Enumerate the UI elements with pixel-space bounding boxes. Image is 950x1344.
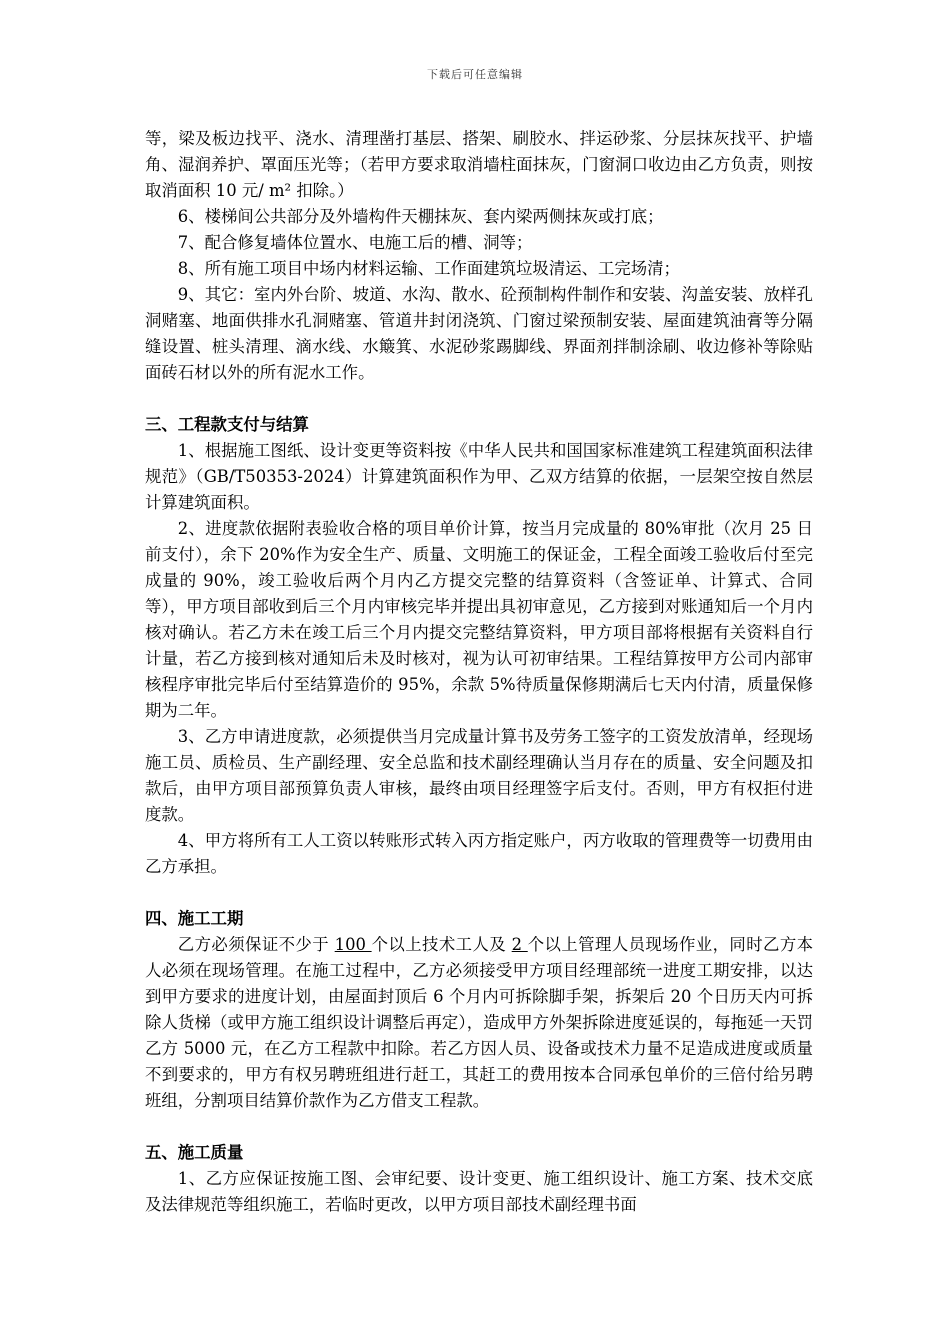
- paragraph-continued: 等，梁及板边找平、浇水、清理凿打基层、搭架、刷胶水、拌运砂浆、分层抹灰找平、护墙角、湿润养护、罩面压光等；（若甲方要求取消墙柱面抹灰，门窗洞口收边由乙方负责，则按取消面积 10 元/ m² 扣除。）: [145, 129, 813, 200]
- paragraph-payment-4: 4、甲方将所有工人工资以转账形式转入丙方指定账户，丙方收取的管理费等一切费用由乙方承担。: [145, 831, 813, 876]
- header-note: 下载后可任意编辑: [427, 68, 523, 81]
- paragraph-payment-3: 3、乙方申请进度款，必须提供当月完成量计算书及劳务工签字的工资发放清单，经现场施工员、质检员、生产副经理、安全总监和技术副经理确认当月存在的质量、安全问题及扣款后，由甲方项目部预算负责人审核，最终由项目经理签字后支付。否则，甲方有权拒付进度款。: [145, 727, 813, 824]
- schedule-text-a: 乙方必须保证不少于: [177, 935, 335, 954]
- manager-count: 2: [511, 935, 528, 954]
- schedule-text-c: 个以上管理人员现场作业，同时乙方本人必须在现场管理。在施工过程中，乙方必须接受甲方项目经理部统一进度工期安排，以达到甲方要求的进度计划，由屋面封顶后 6 个月内可拆除脚手架，拆架后 20 个日历天内可拆除人货梯（或甲方施工组织设计调整后再定），造成甲方外架拆除进度延误的，每拖延一天罚乙方 5000 元，在乙方工程款中扣除。若乙方因人员、设备或技术力量不足造成进度或质量不到要求的，甲方有权另聘班组进行赶工，其赶工的费用按本合同承包单价的三倍付给另聘班组，分割项目结算价款作为乙方借支工程款。: [145, 935, 814, 1110]
- schedule-text-b: 个以上技术工人及: [371, 935, 512, 954]
- paragraph-item-9: 9、其它：室内外台阶、坡道、水沟、散水、砼预制构件制作和安装、沟盖安装、放样孔洞赌塞、地面供排水孔洞赌塞、管道井封闭浇筑、门窗过梁预制安装、屋面建筑油膏等分隔缝设置、桩头清理、滴水线、水簸箕、水泥砂浆踢脚线、界面剂拌制涂刷、收边修补等除贴面砖石材以外的所有泥水工作。: [145, 285, 813, 382]
- document-body: [145, 126, 813, 1218]
- spacer: [145, 1114, 813, 1140]
- paragraph-item-7: 7、配合修复墙体位置水、电施工后的槽、洞等；: [177, 233, 533, 252]
- section-heading-quality: 五、施工质量: [145, 1143, 244, 1162]
- paragraph-item-8: 8、所有施工项目中场内材料运输、工作面建筑垃圾清运、工完场清；: [177, 259, 680, 278]
- paragraph-quality-1: 1、乙方应保证按施工图、会审纪要、设计变更、施工组织设计、施工方案、技术交底 及法律规范等组织施工，若临时更改，以甲方项目部技术副经理书面: [145, 1169, 813, 1214]
- paragraph-schedule: [145, 932, 813, 1114]
- paragraph-payment-1: 1、根据施工图纸、设计变更等资料按《中华人民共和国国家标准建筑工程建筑面积法律规范》（GB/T50353-2024）计算建筑面积作为甲、乙双方结算的依据，一层架空按自然层计算建筑面积。: [145, 441, 813, 512]
- spacer: [145, 880, 813, 906]
- section-heading-payment: 三、工程款支付与结算: [145, 415, 309, 434]
- spacer: [145, 386, 813, 412]
- section-heading-schedule: 四、施工工期: [145, 909, 244, 928]
- paragraph-item-6: 6、楼梯间公共部分及外墙构件天棚抹灰、套内梁两侧抹灰或打底；: [177, 207, 664, 226]
- paragraph-payment-2: 2、进度款依据附表验收合格的项目单价计算，按当月完成量的 80%审批（次月 25 日前支付），余下 20%作为安全生产、质量、文明施工的保证金，工程全面竣工验收后付至完成量的 90%，竣工验收后两个月内乙方提交完整的结算资料（含签证单、计算式、合同等），甲方项目部收到后三个月内审核完毕并提出具初审意见，乙方接到对账通知后一个月内核对确认。若乙方未在竣工后三个月内提交完整结算资料，甲方项目部将根据有关资料自行计量，若乙方接到核对通知后未及时核对，视为认可初审结果。工程结算按甲方公司内部审核程序审批完毕后付至结算造价的 95%，余款 5%待质量保修期满后七天内付清，质量保修期为二年。: [145, 519, 813, 720]
- worker-count: 100: [334, 935, 372, 954]
